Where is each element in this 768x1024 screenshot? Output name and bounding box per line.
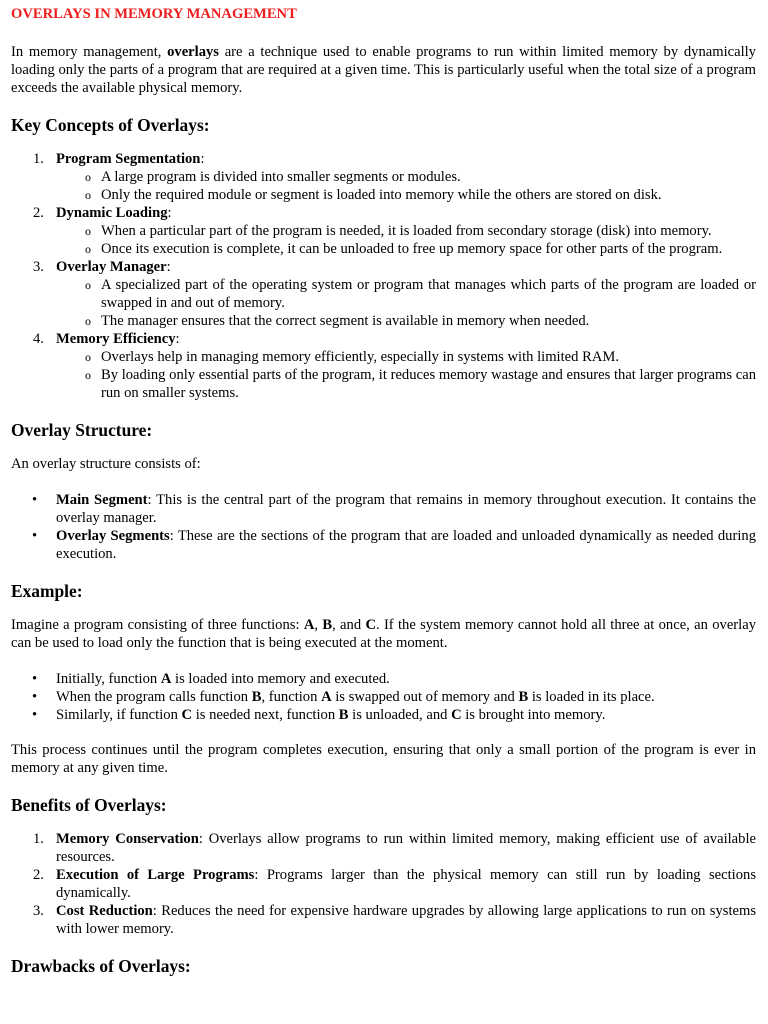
document-page [11, 5, 756, 977]
item-bold: Main Segment [56, 492, 148, 508]
concept-title: Memory Efficiency [56, 331, 176, 347]
bold-text: A [160, 671, 172, 687]
text: , and [332, 617, 366, 633]
bold-text: B [338, 707, 349, 723]
text: Imagine a program consisting of three functions: [11, 617, 304, 633]
sub-item-text: Overlays help in managing memory efficiently, especially in systems with limited RAM. [101, 349, 619, 365]
sub-item-text: Only the required module or segment is loaded into memory while the others are stored on disk. [101, 187, 662, 203]
item-bold: Memory Conservation [56, 831, 199, 847]
bold-text: A [303, 617, 315, 633]
list-number: 3. [33, 259, 44, 275]
list-number: 3. [33, 903, 44, 919]
item-text: : These are the sections of the program that are loaded and unloaded dynamically as needed during execution. [56, 528, 756, 562]
bullet-icon: • [32, 707, 38, 723]
concept-title: Overlay Manager [56, 259, 167, 275]
sub-list [11, 168, 756, 204]
list-number: 4. [33, 331, 44, 347]
colon: : [175, 331, 180, 347]
sub-item [11, 366, 756, 402]
intro-text: In memory management, [11, 44, 168, 60]
text: is loaded into memory and executed. [171, 671, 390, 687]
item-bold: Overlay Segments [56, 528, 170, 544]
example-conclusion: This process continues until the program completes execution, ensuring that only a small portion of the program is ever in memory at any given time. [11, 742, 756, 776]
text: When the program calls function [56, 689, 252, 705]
intro-paragraph [11, 43, 756, 97]
bullet-icon: • [32, 492, 38, 508]
page-title: OVERLAYS IN MEMORY MANAGEMENT [11, 6, 297, 22]
sub-item [11, 276, 756, 312]
text: Similarly, if function [56, 707, 182, 723]
bold-text: C [451, 707, 462, 723]
sub-item [11, 186, 756, 204]
circle-bullet-icon: o [85, 314, 91, 328]
list-item [11, 670, 756, 688]
colon: : [200, 151, 205, 167]
list-number: 1. [33, 831, 44, 847]
list-item [11, 527, 756, 563]
text: . If the system memory cannot hold all three at once, an overlay can be used to load only the function that is being executed at the moment. [11, 617, 756, 651]
item-text: : Reduces the need for expensive hardware upgrades by allowing large applications to run on systems with lower memory. [56, 903, 757, 937]
list-item [11, 258, 756, 330]
circle-bullet-icon: o [85, 368, 91, 382]
drawbacks-heading: Drawbacks of Overlays: [11, 956, 191, 976]
list-item [11, 902, 756, 938]
item-text: : Programs larger than the physical memory can still run by loading sections dynamically. [56, 867, 756, 901]
text: , [314, 617, 323, 633]
sub-item-text: A specialized part of the operating system or program that manages which parts of the program are loaded or swapped in and out of memory. [101, 277, 756, 311]
benefits-heading: Benefits of Overlays: [11, 795, 167, 815]
sub-list [11, 348, 756, 402]
list-item [11, 330, 756, 402]
concept-title: Dynamic Loading [56, 205, 168, 221]
item-text: : This is the central part of the program that remains in memory throughout execution. It contains the overlay manager. [56, 492, 756, 526]
circle-bullet-icon: o [85, 170, 91, 184]
example-paragraph [11, 616, 756, 652]
structure-list [11, 491, 756, 563]
item-bold: Execution of Large Programs [56, 867, 255, 883]
bullet-icon: • [32, 689, 38, 705]
benefits-list [11, 830, 756, 938]
text: is swapped out of memory and [331, 689, 519, 705]
bold-text: B [322, 617, 333, 633]
example-heading: Example: [11, 581, 83, 601]
bullet-icon: • [32, 671, 38, 687]
bold-text: C [181, 707, 193, 723]
bullet-icon: • [32, 528, 38, 544]
colon: : [166, 259, 171, 275]
list-item [11, 706, 756, 724]
list-item [11, 204, 756, 258]
text: is loaded in its place. [528, 689, 655, 705]
concept-title: Program Segmentation [56, 151, 201, 167]
key-concepts-list [11, 150, 756, 402]
bold-text: B [518, 689, 529, 705]
bold-text: C [365, 617, 376, 633]
circle-bullet-icon: o [85, 224, 91, 238]
sub-item-text: A large program is divided into smaller segments or modules. [101, 169, 461, 185]
list-item [11, 830, 756, 866]
example-list [11, 670, 756, 724]
circle-bullet-icon: o [85, 242, 91, 256]
colon: : [167, 205, 172, 221]
text: is unloaded, and [348, 707, 452, 723]
sub-item-text: When a particular part of the program is needed, it is loaded from secondary storage (disk) into memory. [101, 223, 712, 239]
sub-item-text: Once its execution is complete, it can be unloaded to free up memory space for other parts of the program. [101, 241, 723, 257]
text: is brought into memory. [461, 707, 606, 723]
sub-list [11, 222, 756, 258]
text: Initially, function [56, 671, 161, 687]
bold-text: B [251, 689, 262, 705]
intro-bold: overlays [167, 44, 219, 60]
circle-bullet-icon: o [85, 350, 91, 364]
text: , function [261, 689, 322, 705]
list-item [11, 866, 756, 902]
overlay-structure-heading: Overlay Structure: [11, 420, 153, 440]
list-item [11, 688, 756, 706]
item-text: : Overlays allow programs to run within limited memory, making efficient use of available resources. [56, 831, 756, 865]
key-concepts-heading: Key Concepts of Overlays: [11, 115, 210, 135]
sub-item-text: By loading only essential parts of the program, it reduces memory wastage and ensures that larger programs can run on smaller systems. [101, 367, 756, 401]
sub-item [11, 222, 756, 240]
circle-bullet-icon: o [85, 278, 91, 292]
list-number: 2. [33, 867, 44, 883]
text: is needed next, function [192, 707, 339, 723]
sub-item [11, 348, 756, 366]
list-number: 1. [33, 151, 44, 167]
bold-text: A [321, 689, 332, 705]
circle-bullet-icon: o [85, 188, 91, 202]
list-number: 2. [33, 205, 44, 221]
sub-list [11, 276, 756, 330]
sub-item [11, 240, 756, 258]
sub-item [11, 168, 756, 186]
sub-item [11, 312, 756, 330]
structure-lead: An overlay structure consists of: [11, 456, 201, 472]
intro-text-rest: are a technique used to enable programs to run within limited memory by dynamically loading only the parts of a program that are required at a given time. This is particularly useful when the total size of a program exceeds the available physical memory. [11, 44, 756, 96]
sub-item-text: The manager ensures that the correct segment is available in memory when needed. [101, 313, 590, 329]
list-item [11, 150, 756, 204]
item-bold: Cost Reduction [56, 903, 153, 919]
list-item [11, 491, 756, 527]
